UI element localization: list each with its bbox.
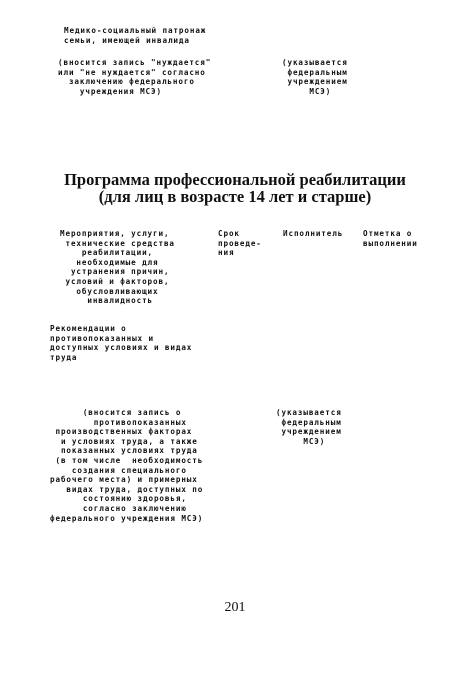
table-header-executor: Исполнитель [283, 229, 344, 238]
patronage-heading: Медико-социальный патронаж семьи, имеющей инвалида [64, 26, 207, 45]
page-number: 201 [224, 600, 246, 615]
recommendations-left-note: (вносится запись о противопоказанных производственных факторах и условиях труда, а также показанных условиях труда (в том числе необходимость создания специального рабочего места) и примерных видах труда, доступных по состоянию здоровья, согласно заключению федерального учреждения МСЭ) [50, 408, 204, 523]
table-header-completion-mark: Отметка о выполнении [363, 229, 418, 248]
patronage-right-note: (указывается федеральным учреждением МСЭ) [282, 58, 348, 96]
recommendations-right-note: (указывается федеральным учреждением МСЭ) [276, 408, 342, 446]
recommendations-heading: Рекомендации о противопоказанных и доступных условиях и видах труда [50, 324, 193, 362]
patronage-left-note: (вносится запись "нуждается" или "не нуждается" согласно заключению федерального учреждения МСЭ) [58, 58, 212, 96]
table-header-term: Срок проведе- ния [218, 229, 262, 258]
table-header-measures: Мероприятия, услуги, технические средства реабилитации, необходимые для устранения причин, условий и факторов, обусловливающих инвалидность [60, 229, 175, 306]
program-title-line1: Программа профессиональной реабилитации [64, 170, 406, 189]
program-title-line2: (для лиц в возрасте 14 лет и старше) [98, 187, 372, 206]
